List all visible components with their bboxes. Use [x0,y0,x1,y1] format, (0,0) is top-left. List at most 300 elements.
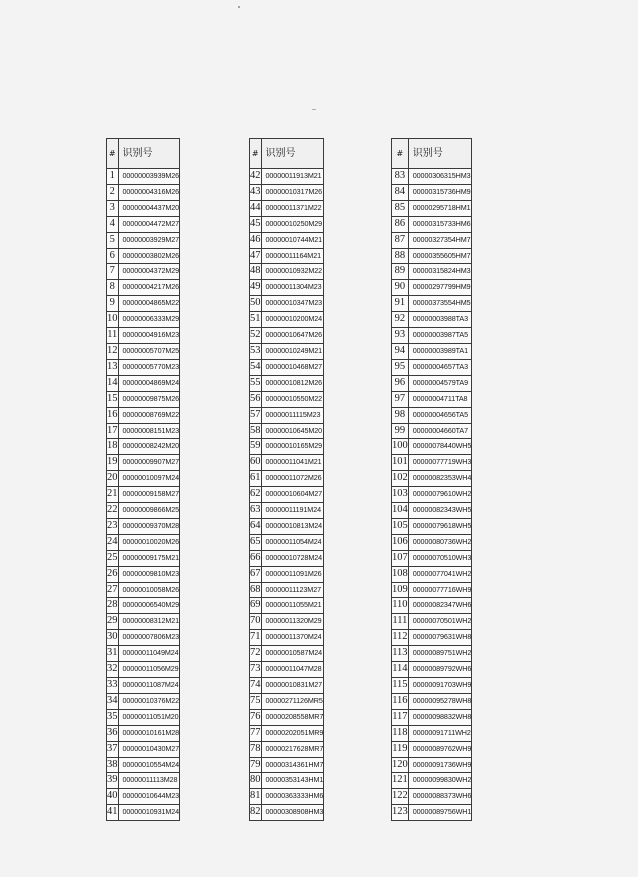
row-number: 65 [250,534,262,550]
table-row [392,518,472,534]
row-number: 90 [392,280,409,296]
row-id-code: 00000271126MR5 [261,693,324,709]
table-row [250,662,324,678]
row-id-code: 00000003939M26 [118,169,180,185]
row-id-code: 00000010931M24 [118,805,180,821]
row-number: 81 [250,789,262,805]
row-number: 62 [250,487,262,503]
table-row [250,773,324,789]
row-number: 38 [107,757,119,773]
column-header-id: 识别号 [118,139,180,169]
row-id-code: 00000010376M22 [118,693,180,709]
row-number: 2 [107,184,119,200]
row-id-code: 00000315824HM3 [408,264,472,280]
table-row [250,359,324,375]
table-row [250,296,324,312]
row-id-code: 00000004316M26 [118,184,180,200]
row-id-code: 00000010645M20 [261,423,324,439]
row-id-code: 00000006333M29 [118,312,180,328]
table-row [250,312,324,328]
table-row [107,757,180,773]
table-row [107,280,180,296]
row-number: 111 [392,614,409,630]
row-id-code: 00000070501WH2 [408,614,472,630]
row-id-code: 00000011913M21 [261,169,324,185]
row-id-code: 00000008242M20 [118,439,180,455]
row-number: 10 [107,312,119,328]
row-id-code: 00000005707M25 [118,343,180,359]
row-number: 120 [392,757,409,773]
row-number: 52 [250,328,262,344]
row-id-code: 00000077716WH9 [408,582,472,598]
row-number: 43 [250,184,262,200]
table-row [107,566,180,582]
row-id-code: 00000091736WH9 [408,757,472,773]
id-table-3 [391,138,472,821]
table-row [250,328,324,344]
row-id-code: 00000082347WH6 [408,598,472,614]
row-number: 35 [107,709,119,725]
row-id-code: 00000077719WH3 [408,455,472,471]
row-number: 1 [107,169,119,185]
row-number: 40 [107,789,119,805]
row-id-code: 00000004579TA9 [408,375,472,391]
row-number: 32 [107,662,119,678]
table-row [250,375,324,391]
row-id-code: 00000004217M26 [118,280,180,296]
id-table-2 [249,138,324,821]
row-number: 25 [107,550,119,566]
row-id-code: 00000004657TA3 [408,359,472,375]
row-number: 4 [107,216,119,232]
row-id-code: 00000004472M27 [118,216,180,232]
row-id-code: 00000082353WH4 [408,471,472,487]
row-id-code: 00000003929M27 [118,232,180,248]
table-row [392,471,472,487]
row-id-code: 00000010161M28 [118,725,180,741]
table-row [392,725,472,741]
row-number: 103 [392,487,409,503]
row-id-code: 00000010812M26 [261,375,324,391]
row-number: 49 [250,280,262,296]
table-row [392,248,472,264]
table-row [392,359,472,375]
table-row [107,550,180,566]
row-number: 17 [107,423,119,439]
row-id-code: 00000011164M21 [261,248,324,264]
table-header-row [107,139,180,169]
row-number: 20 [107,471,119,487]
row-number: 113 [392,646,409,662]
table-row [250,280,324,296]
row-id-code: 00000098832WH8 [408,709,472,725]
table-row [392,264,472,280]
table-row [107,312,180,328]
row-id-code: 00000009810M23 [118,566,180,582]
row-id-code: 00000010550M22 [261,391,324,407]
table-row [392,423,472,439]
row-id-code: 00000010587M24 [261,646,324,662]
table-row [250,566,324,582]
table-row [107,455,180,471]
table-row [392,487,472,503]
table-row [107,264,180,280]
row-number: 104 [392,503,409,519]
row-number: 75 [250,693,262,709]
table-header-row [392,139,472,169]
row-id-code: 00000091711WH2 [408,725,472,741]
row-id-code: 00000010831M27 [261,678,324,694]
table-row [250,248,324,264]
row-number: 22 [107,503,119,519]
row-number: 27 [107,582,119,598]
row-number: 98 [392,407,409,423]
row-number: 53 [250,343,262,359]
row-id-code: 00000011051M20 [118,709,180,725]
row-number: 55 [250,375,262,391]
table-row [392,184,472,200]
table-row [392,200,472,216]
row-number: 122 [392,789,409,805]
row-number: 85 [392,200,409,216]
table-row [107,248,180,264]
table-row [250,184,324,200]
row-number: 21 [107,487,119,503]
table-row [250,614,324,630]
row-id-code: 00000009175M21 [118,550,180,566]
table-row [107,709,180,725]
row-id-code: 00000008312M21 [118,614,180,630]
row-number: 91 [392,296,409,312]
table-row [107,725,180,741]
row-id-code: 00000011123M27 [261,582,324,598]
table-row [392,550,472,566]
row-number: 16 [107,407,119,423]
row-id-code: 00000077041WH2 [408,566,472,582]
row-number: 77 [250,725,262,741]
table-row [107,646,180,662]
row-number: 57 [250,407,262,423]
row-id-code: 00000010249M21 [261,343,324,359]
row-id-code: 00000091703WH9 [408,678,472,694]
table-row [392,296,472,312]
row-id-code: 00000011056M29 [118,662,180,678]
row-id-code: 00000010165M29 [261,439,324,455]
table-row [392,614,472,630]
row-id-code: 00000010647M26 [261,328,324,344]
row-number: 92 [392,312,409,328]
row-number: 94 [392,343,409,359]
row-id-code: 00000297799HM9 [408,280,472,296]
row-number: 67 [250,566,262,582]
row-number: 115 [392,678,409,694]
row-number: 30 [107,630,119,646]
table-header-row [250,139,324,169]
row-number: 69 [250,598,262,614]
row-id-code: 00000011055M21 [261,598,324,614]
table-row [250,805,324,821]
row-number: 19 [107,455,119,471]
table-row [250,550,324,566]
column-header-number: # [107,139,119,169]
table-row [250,725,324,741]
row-number: 47 [250,248,262,264]
table-row [107,773,180,789]
table-row [392,216,472,232]
row-id-code: 00000011115M23 [261,407,324,423]
row-number: 61 [250,471,262,487]
table-row [392,439,472,455]
table-row [107,232,180,248]
row-number: 14 [107,375,119,391]
table-row [107,518,180,534]
row-id-code: 00000011320M29 [261,614,324,630]
row-number: 117 [392,709,409,725]
table-row [107,471,180,487]
row-id-code: 00000010728M24 [261,550,324,566]
row-number: 28 [107,598,119,614]
column-header-number: # [392,139,409,169]
row-id-code: 00000079610WH2 [408,487,472,503]
row-number: 8 [107,280,119,296]
row-number: 100 [392,439,409,455]
row-id-code: 00000217628MR7 [261,741,324,757]
table-row [107,439,180,455]
row-id-code: 00000008769M22 [118,407,180,423]
table-row [250,646,324,662]
table-row [250,789,324,805]
row-id-code: 00000010813M24 [261,518,324,534]
row-number: 80 [250,773,262,789]
table-row [107,296,180,312]
row-number: 12 [107,343,119,359]
column-header-number: # [250,139,262,169]
row-number: 37 [107,741,119,757]
table-row [107,614,180,630]
table-row [392,455,472,471]
row-id-code: 00000009158M27 [118,487,180,503]
table-row [250,630,324,646]
row-id-code: 00000010200M24 [261,312,324,328]
row-number: 45 [250,216,262,232]
row-number: 24 [107,534,119,550]
table-row [250,216,324,232]
row-id-code: 00000202051MR9 [261,725,324,741]
row-number: 50 [250,296,262,312]
row-number: 44 [250,200,262,216]
row-id-code: 00000009866M25 [118,503,180,519]
row-id-code: 00000010468M27 [261,359,324,375]
table-row [250,582,324,598]
table-row [107,200,180,216]
row-id-code: 00000010317M26 [261,184,324,200]
table-row [392,693,472,709]
table-row [250,264,324,280]
row-id-code: 00000010644M23 [118,789,180,805]
table-row [392,789,472,805]
row-id-code: 00000003987TA5 [408,328,472,344]
table-row [250,534,324,550]
table-row [250,471,324,487]
table-row [392,709,472,725]
table-row [392,232,472,248]
row-number: 3 [107,200,119,216]
row-id-code: 00000080736WH2 [408,534,472,550]
column-header-id: 识别号 [408,139,472,169]
row-number: 96 [392,375,409,391]
row-number: 84 [392,184,409,200]
row-number: 59 [250,439,262,455]
row-id-code: 00000363333HM6 [261,789,324,805]
row-number: 9 [107,296,119,312]
table-row [107,534,180,550]
row-id-code: 00000010097M24 [118,471,180,487]
row-number: 63 [250,503,262,519]
row-id-code: 00000327354HM7 [408,232,472,248]
row-number: 64 [250,518,262,534]
table-row [392,375,472,391]
row-id-code: 00000010744M21 [261,232,324,248]
row-number: 101 [392,455,409,471]
row-number: 121 [392,773,409,789]
table-row [250,439,324,455]
table-row [392,678,472,694]
table-row [392,805,472,821]
table-row [250,693,324,709]
row-number: 73 [250,662,262,678]
row-number: 82 [250,805,262,821]
row-number: 107 [392,550,409,566]
table-row [392,328,472,344]
row-id-code: 00000003989TA1 [408,343,472,359]
row-number: 118 [392,725,409,741]
row-id-code: 00000011304M23 [261,280,324,296]
row-number: 18 [107,439,119,455]
row-number: 97 [392,391,409,407]
row-id-code: 00000011072M26 [261,471,324,487]
row-id-code: 00000004916M23 [118,328,180,344]
row-id-code: 00000208558MR7 [261,709,324,725]
row-id-code: 00000070510WH3 [408,550,472,566]
table-row [250,503,324,519]
table-row [250,518,324,534]
table-row [107,407,180,423]
row-id-code: 00000011047M28 [261,662,324,678]
table-row [250,598,324,614]
row-id-code: 00000089756WH1 [408,805,472,821]
table-row [250,407,324,423]
row-number: 26 [107,566,119,582]
table-row [107,343,180,359]
table-row [107,328,180,344]
row-id-code: 00000079631WH8 [408,630,472,646]
column-header-id: 识别号 [261,139,324,169]
row-number: 88 [392,248,409,264]
table-row [392,407,472,423]
row-number: 71 [250,630,262,646]
row-id-code: 00000011041M21 [261,455,324,471]
row-number: 99 [392,423,409,439]
table-row [107,216,180,232]
row-number: 119 [392,741,409,757]
table-row [392,534,472,550]
row-number: 39 [107,773,119,789]
row-number: 93 [392,328,409,344]
row-id-code: 00000005770M23 [118,359,180,375]
row-number: 5 [107,232,119,248]
row-id-code: 00000007806M23 [118,630,180,646]
table-row [107,741,180,757]
row-number: 51 [250,312,262,328]
row-id-code: 00000006540M29 [118,598,180,614]
row-number: 42 [250,169,262,185]
row-id-code: 00000089762WH9 [408,741,472,757]
table-row [107,678,180,694]
row-id-code: 00000010020M26 [118,534,180,550]
row-number: 86 [392,216,409,232]
table-row [107,184,180,200]
table-row [107,359,180,375]
row-id-code: 00000010347M23 [261,296,324,312]
row-id-code: 00000010058M26 [118,582,180,598]
row-number: 72 [250,646,262,662]
scan-speck [238,6,240,8]
table-row [392,757,472,773]
table-row [392,312,472,328]
table-row [250,741,324,757]
row-id-code: 00000095278WH8 [408,693,472,709]
table-row [250,487,324,503]
row-number: 108 [392,566,409,582]
row-number: 13 [107,359,119,375]
table-row [107,630,180,646]
row-id-code: 00000306315HM3 [408,169,472,185]
table-row [250,343,324,359]
row-id-code: 00000011371M22 [261,200,324,216]
table-row [107,169,180,185]
row-id-code: 00000009875M26 [118,391,180,407]
row-id-code: 00000011113M28 [118,773,180,789]
table-row [250,169,324,185]
row-id-code: 00000004437M20 [118,200,180,216]
table-row [250,423,324,439]
row-number: 6 [107,248,119,264]
table-row [250,757,324,773]
table-row [250,391,324,407]
row-id-code: 00000295718HM1 [408,200,472,216]
row-id-code: 00000315733HM6 [408,216,472,232]
table-row [107,375,180,391]
row-number: 74 [250,678,262,694]
row-id-code: 00000003802M26 [118,248,180,264]
scan-speck [312,109,316,110]
table-row [107,487,180,503]
row-number: 79 [250,757,262,773]
row-number: 15 [107,391,119,407]
row-number: 89 [392,264,409,280]
table-row [392,566,472,582]
row-id-code: 00000079618WH5 [408,518,472,534]
row-number: 33 [107,678,119,694]
row-number: 54 [250,359,262,375]
table-row [392,662,472,678]
table-row [107,805,180,821]
row-number: 78 [250,741,262,757]
table-row [107,582,180,598]
row-id-code: 00000099830WH2 [408,773,472,789]
table-row [392,391,472,407]
row-id-code: 00000082343WH5 [408,503,472,519]
